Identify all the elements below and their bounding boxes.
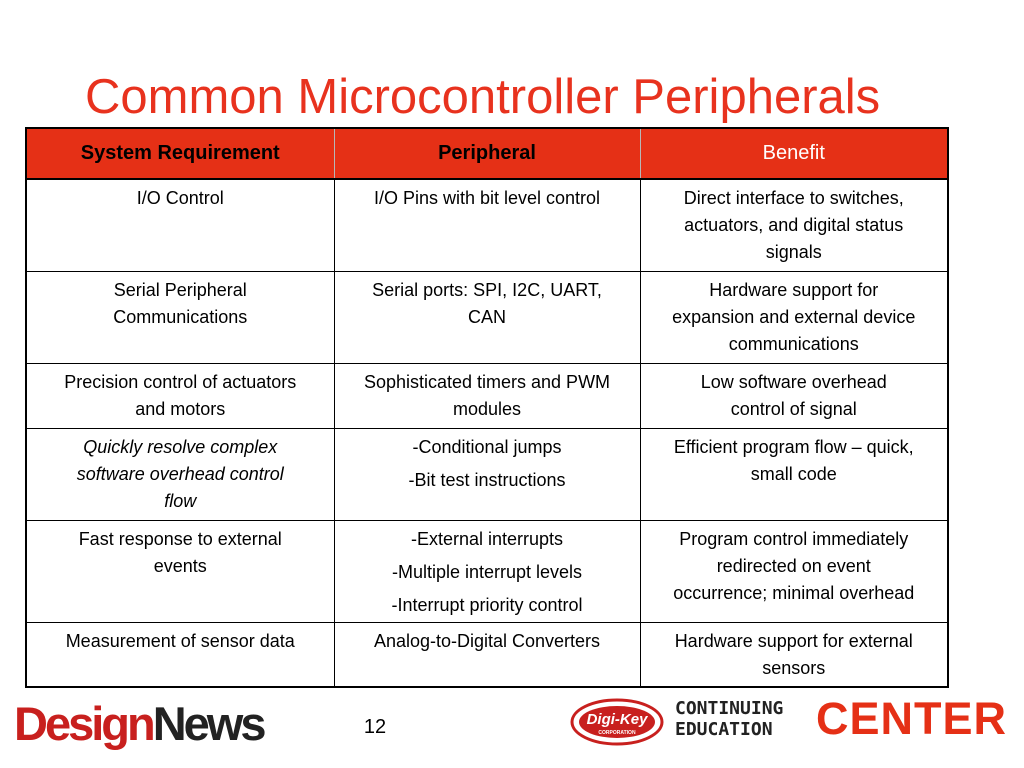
cell-peripheral bbox=[334, 363, 640, 428]
cell-line: Quickly resolve complex bbox=[83, 436, 278, 457]
cell-line: control of signal bbox=[730, 398, 857, 419]
cell-line: Fast response to external bbox=[78, 528, 282, 549]
cell-benefit bbox=[640, 179, 948, 271]
cell-line: Low software overhead bbox=[700, 371, 887, 392]
cell-peripheral bbox=[334, 520, 640, 622]
cell-line: -Conditional jumps bbox=[412, 436, 562, 457]
cec-logo-line1: CONTINUING bbox=[675, 698, 784, 719]
cell-line: Direct interface to switches, bbox=[683, 188, 904, 208]
cell-line: Analog-to-Digital Converters bbox=[373, 630, 601, 651]
cell-line: Sophisticated timers and PWM bbox=[363, 371, 611, 392]
cell-line: -Bit test instructions bbox=[408, 469, 566, 490]
header-system-requirement: System Requirement bbox=[26, 128, 334, 179]
cell-line: -Multiple interrupt levels bbox=[391, 561, 583, 582]
cell-peripheral bbox=[334, 179, 640, 271]
cell-line: Communications bbox=[113, 306, 248, 327]
cell-line: Serial ports: SPI, I2C, UART, bbox=[372, 279, 602, 300]
table-row bbox=[26, 271, 948, 363]
cec-logo-line2: EDUCATION bbox=[675, 719, 773, 740]
digikey-logo-sub: CORPORATION bbox=[598, 730, 636, 736]
digikey-logo-name: Digi-Key bbox=[586, 711, 648, 728]
cell-requirement bbox=[26, 428, 334, 520]
cell-peripheral bbox=[334, 622, 640, 687]
cec-logo-text bbox=[675, 698, 815, 742]
cell-line: I/O Pins with bit level control bbox=[373, 188, 601, 208]
table-row bbox=[26, 179, 948, 271]
cell-line: signals bbox=[765, 242, 822, 262]
cell-line: and motors bbox=[135, 398, 226, 419]
cell-line: -External interrupts bbox=[410, 528, 564, 549]
cell-line: flow bbox=[164, 490, 197, 511]
table-row bbox=[26, 520, 948, 622]
designnews-logo-design: Design bbox=[14, 697, 153, 750]
cell-line: sensors bbox=[762, 657, 826, 678]
cell-requirement bbox=[26, 622, 334, 687]
cell-line: communications bbox=[728, 333, 859, 354]
cell-line: Precision control of actuators bbox=[64, 371, 297, 392]
cell-line: Measurement of sensor data bbox=[65, 630, 295, 651]
cell-line: Hardware support for bbox=[709, 279, 879, 300]
cell-benefit bbox=[640, 363, 948, 428]
cell-line: Hardware support for external bbox=[674, 630, 913, 651]
table-row bbox=[26, 622, 948, 687]
cell-line: CAN bbox=[467, 306, 506, 327]
cell-line: I/O Control bbox=[136, 188, 224, 208]
page-number: 12 bbox=[363, 716, 387, 738]
cell-benefit bbox=[640, 271, 948, 363]
cell-line: Efficient program flow – quick, bbox=[673, 436, 914, 457]
cell-line: redirected on event bbox=[716, 555, 871, 576]
header-peripheral: Peripheral bbox=[334, 128, 640, 179]
cell-line: -Interrupt priority control bbox=[391, 594, 583, 615]
cell-line: Program control immediately bbox=[679, 528, 909, 549]
cell-requirement bbox=[26, 271, 334, 363]
cell-requirement bbox=[26, 363, 334, 428]
cell-line: occurrence; minimal overhead bbox=[673, 582, 915, 603]
cell-benefit bbox=[640, 520, 948, 622]
table-row bbox=[26, 363, 948, 428]
cell-line: actuators, and digital status bbox=[684, 215, 904, 235]
cec-logo-center: CENTER bbox=[816, 693, 1008, 744]
cell-line: modules bbox=[452, 398, 522, 419]
table-row bbox=[26, 428, 948, 520]
cell-requirement bbox=[26, 179, 334, 271]
slide-title: Common Microcontroller Peripherals bbox=[85, 70, 881, 124]
cell-requirement bbox=[26, 520, 334, 622]
peripherals-table bbox=[25, 127, 949, 688]
table-header-row bbox=[26, 128, 948, 179]
header-benefit: Benefit bbox=[640, 128, 948, 179]
cell-benefit bbox=[640, 428, 948, 520]
cell-peripheral bbox=[334, 428, 640, 520]
cell-line: events bbox=[153, 555, 207, 576]
cell-benefit bbox=[640, 622, 948, 687]
cell-line: small code bbox=[750, 463, 837, 484]
cell-peripheral bbox=[334, 271, 640, 363]
cell-line: Serial Peripheral bbox=[113, 279, 247, 300]
cell-line: software overhead control bbox=[76, 463, 284, 484]
designnews-logo-news: News bbox=[152, 697, 264, 750]
designnews-logo bbox=[14, 698, 269, 750]
digikey-logo bbox=[570, 697, 665, 747]
cell-line: expansion and external device bbox=[672, 306, 916, 327]
